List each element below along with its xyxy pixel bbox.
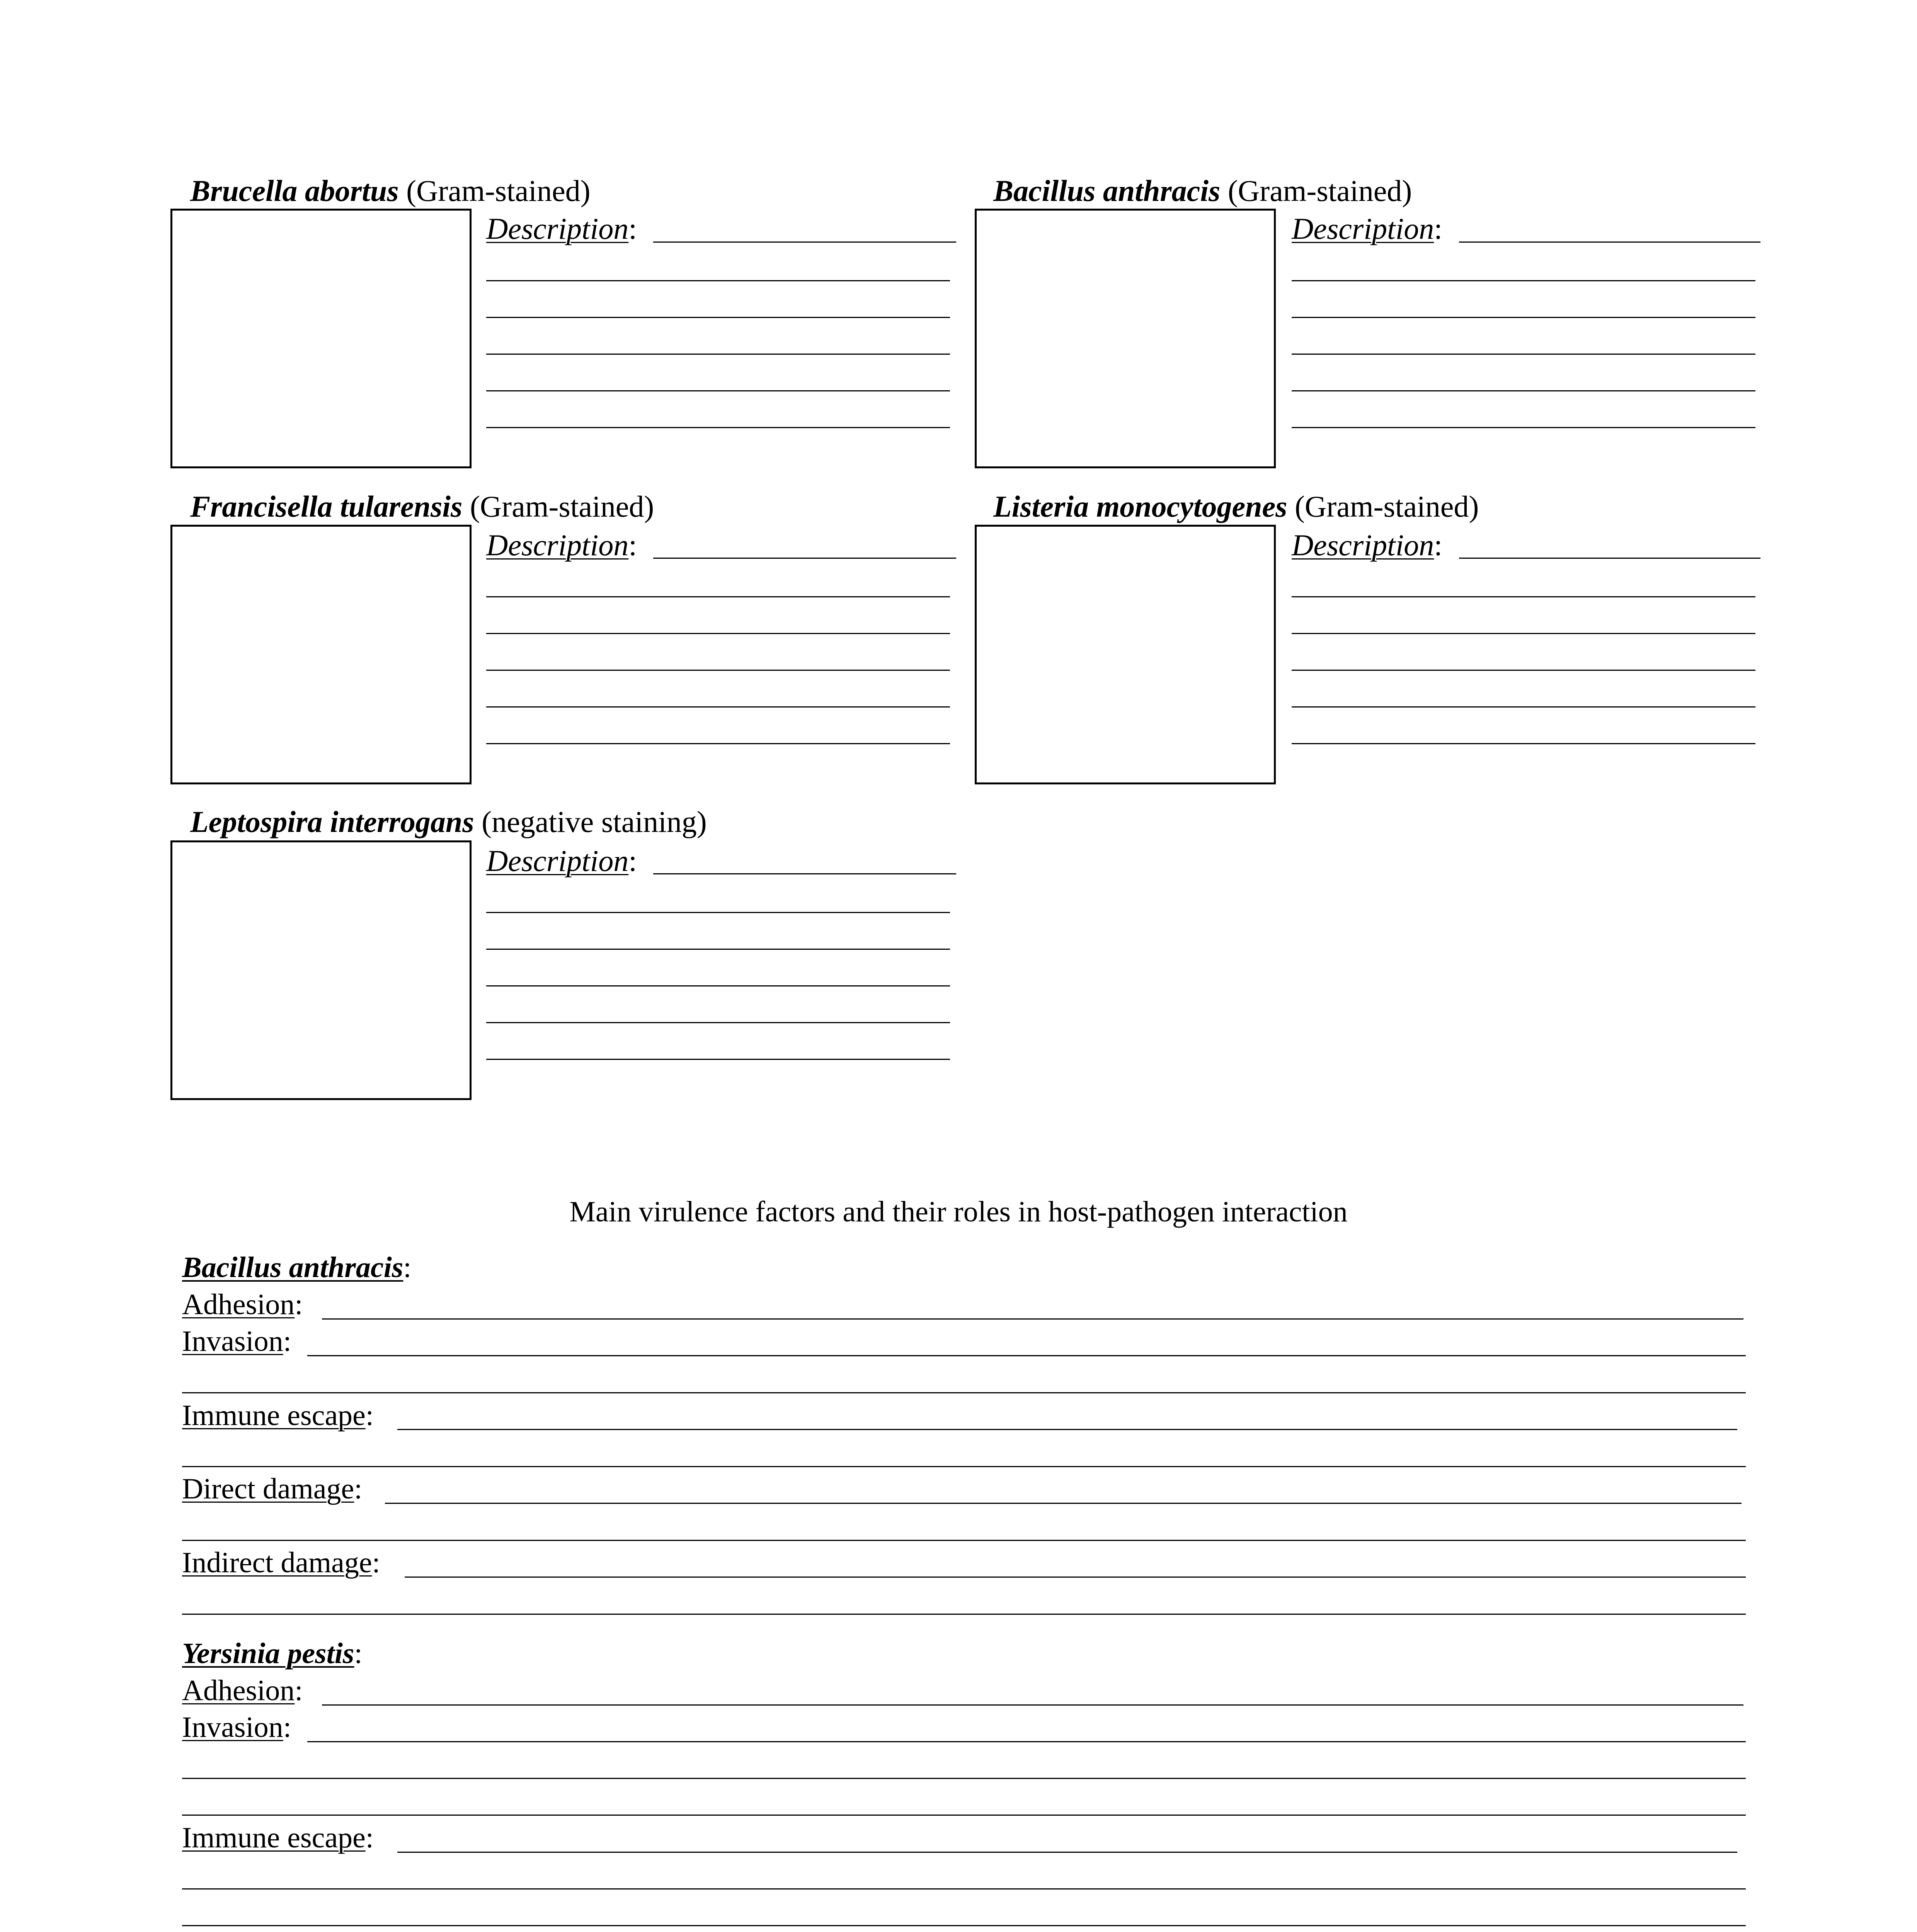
colon: :	[628, 212, 637, 245]
field-label-row	[182, 1713, 291, 1742]
field-label: Immune escape	[182, 1399, 366, 1432]
answer-line[interactable]	[182, 1815, 1746, 1816]
stain-type: (negative staining)	[482, 805, 707, 838]
answer-line[interactable]	[486, 985, 950, 986]
colon: :	[295, 1288, 303, 1321]
answer-line[interactable]	[1292, 354, 1755, 355]
field-label: Adhesion	[182, 1674, 295, 1707]
answer-line[interactable]	[1292, 633, 1755, 634]
colon: :	[365, 1399, 374, 1432]
organism-name: Yersinia pestis	[182, 1637, 354, 1670]
stain-type: (Gram-stained)	[470, 490, 654, 523]
answer-line[interactable]	[322, 1704, 1743, 1706]
specimen-title	[190, 807, 707, 837]
description-label-row	[1292, 214, 1442, 244]
answer-line[interactable]	[653, 242, 956, 243]
field-label-row	[182, 1327, 291, 1356]
colon: :	[403, 1251, 412, 1284]
description-label-row	[486, 214, 637, 244]
answer-line[interactable]	[1292, 596, 1755, 597]
drawing-box[interactable]	[170, 209, 472, 468]
answer-line[interactable]	[182, 1466, 1746, 1467]
specimen-name: Francisella tularensis	[190, 490, 463, 523]
answer-line[interactable]	[322, 1318, 1743, 1320]
answer-line[interactable]	[653, 558, 956, 559]
answer-line[interactable]	[486, 317, 950, 318]
colon: :	[1434, 212, 1442, 245]
answer-line[interactable]	[397, 1852, 1737, 1853]
specimen-title	[190, 176, 591, 206]
field-label-row	[182, 1548, 380, 1577]
answer-line[interactable]	[486, 596, 950, 597]
answer-line[interactable]	[653, 873, 956, 874]
field-label-row	[182, 1676, 303, 1705]
answer-line[interactable]	[486, 280, 950, 281]
drawing-box[interactable]	[170, 525, 472, 784]
drawing-box[interactable]	[170, 840, 472, 1100]
answer-line[interactable]	[1459, 558, 1760, 559]
answer-line[interactable]	[1292, 706, 1755, 707]
answer-line[interactable]	[486, 354, 950, 355]
answer-line[interactable]	[486, 912, 950, 913]
answer-line[interactable]	[397, 1429, 1737, 1430]
answer-line[interactable]	[486, 743, 950, 744]
answer-line[interactable]	[486, 1022, 950, 1023]
answer-line[interactable]	[1292, 317, 1755, 318]
description-label-row	[1292, 530, 1442, 560]
answer-line[interactable]	[307, 1741, 1746, 1742]
colon: :	[283, 1711, 291, 1743]
answer-line[interactable]	[182, 1778, 1746, 1779]
answer-line[interactable]	[182, 1614, 1746, 1615]
description-label: Description	[486, 528, 629, 562]
answer-line[interactable]	[182, 1925, 1746, 1926]
field-label: Adhesion	[182, 1288, 295, 1321]
specimen-name: Bacillus anthracis	[993, 174, 1221, 207]
colon: :	[628, 844, 637, 878]
organism-name: Bacillus anthracis	[182, 1251, 403, 1284]
field-label: Direct damage	[182, 1473, 354, 1505]
colon: :	[372, 1546, 380, 1579]
answer-line[interactable]	[486, 390, 950, 391]
description-label-row	[486, 846, 637, 876]
answer-line[interactable]	[486, 949, 950, 950]
answer-line[interactable]	[1292, 670, 1755, 671]
organism-heading	[182, 1639, 363, 1668]
field-label-row	[182, 1401, 374, 1430]
description-label-row	[486, 530, 637, 560]
colon: :	[283, 1325, 291, 1357]
answer-line[interactable]	[1292, 390, 1755, 391]
stain-type: (Gram-stained)	[1227, 174, 1412, 207]
specimen-name: Brucella abortus	[190, 174, 399, 207]
specimen-name: Leptospira interrogans	[190, 805, 474, 838]
field-label-row	[182, 1474, 362, 1503]
answer-line[interactable]	[1292, 743, 1755, 744]
colon: :	[1434, 528, 1442, 562]
field-label: Invasion	[182, 1325, 283, 1357]
section-title: Main virulence factors and their roles in host-pathogen interaction	[569, 1196, 1348, 1228]
colon: :	[354, 1637, 363, 1670]
answer-line[interactable]	[182, 1392, 1746, 1393]
answer-line[interactable]	[385, 1503, 1742, 1504]
colon: :	[354, 1473, 363, 1505]
description-label: Description	[486, 212, 629, 245]
field-label-row	[182, 1823, 374, 1852]
drawing-box[interactable]	[975, 525, 1276, 784]
stain-type: (Gram-stained)	[406, 174, 591, 207]
specimen-title	[190, 492, 654, 522]
answer-line[interactable]	[486, 670, 950, 671]
answer-line[interactable]	[1292, 427, 1755, 428]
specimen-title	[993, 176, 1412, 206]
field-label-row	[182, 1290, 303, 1319]
answer-line[interactable]	[486, 706, 950, 707]
colon: :	[295, 1674, 303, 1707]
description-label: Description	[1292, 212, 1434, 245]
description-label: Description	[486, 844, 629, 878]
description-label: Description	[1292, 528, 1434, 562]
colon: :	[365, 1821, 374, 1854]
drawing-box[interactable]	[975, 209, 1276, 468]
answer-line[interactable]	[486, 427, 950, 428]
answer-line[interactable]	[1459, 242, 1760, 243]
field-label: Immune escape	[182, 1821, 366, 1854]
colon: :	[628, 528, 637, 562]
answer-line[interactable]	[182, 1540, 1746, 1541]
specimen-title	[993, 492, 1479, 522]
answer-line[interactable]	[307, 1355, 1746, 1356]
field-label: Invasion	[182, 1711, 283, 1743]
stain-type: (Gram-stained)	[1294, 490, 1479, 523]
answer-line[interactable]	[182, 1888, 1746, 1889]
answer-line[interactable]	[486, 1059, 950, 1060]
answer-line[interactable]	[1292, 280, 1755, 281]
specimen-name: Listeria monocytogenes	[993, 490, 1287, 523]
field-label: Indirect damage	[182, 1546, 372, 1579]
answer-line[interactable]	[486, 633, 950, 634]
organism-heading	[182, 1253, 411, 1282]
answer-line[interactable]	[405, 1577, 1746, 1578]
